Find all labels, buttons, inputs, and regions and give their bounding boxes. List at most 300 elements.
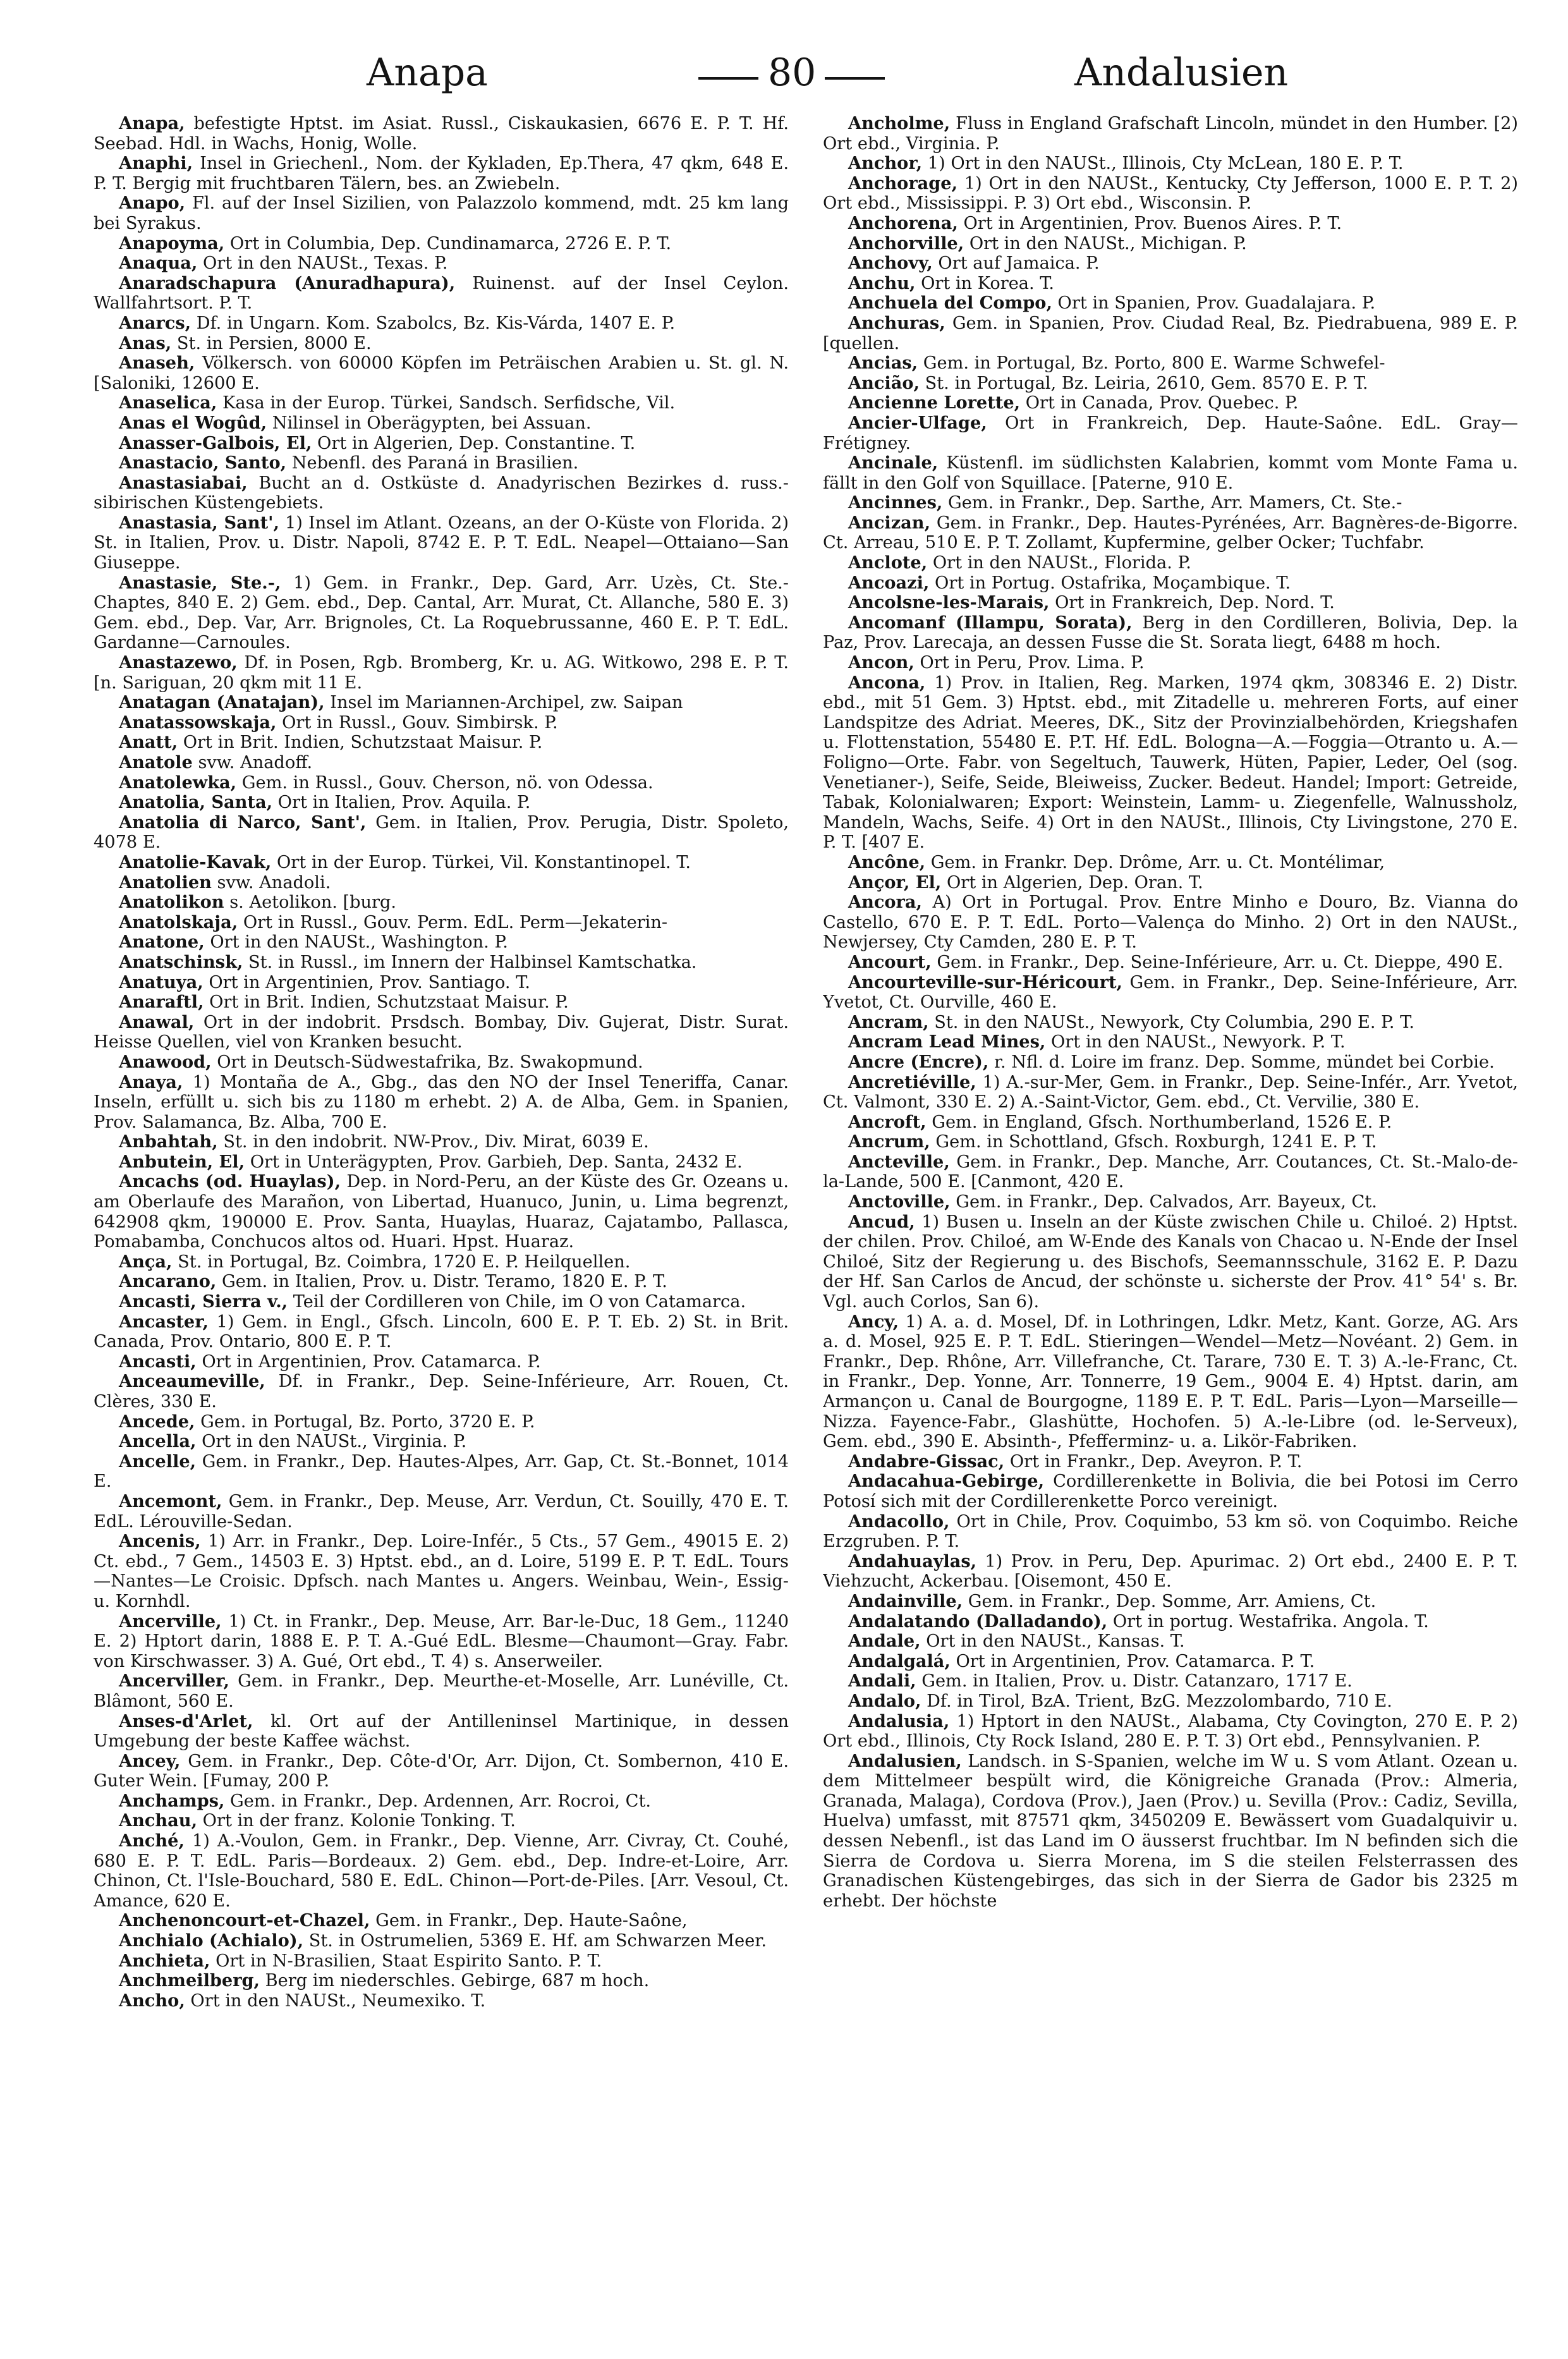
entry-headword: Anatolikon (119, 892, 224, 913)
entry-text: Ort in Argentinien, Prov. Catamarca. P. (196, 1351, 541, 1372)
entry-text: Gem. in Russl., Gouv. Cherson, nö. von Odessa. (236, 772, 653, 793)
dictionary-entry (823, 293, 1518, 314)
entry-headword: Ancholme, (848, 114, 951, 133)
dictionary-entry (94, 353, 789, 393)
entry-headword: Ancram Lead Mines, (848, 1032, 1046, 1052)
dictionary-entry (94, 773, 789, 793)
entry-headword: Ancarano, (119, 1271, 217, 1292)
entry-headword: Anbutein, El, (119, 1151, 245, 1172)
entry-text: r. Nfl. d. Loire im franz. Dep. Somme, mündet bei Corbie. (988, 1052, 1495, 1072)
entry-text: Gem. in Frankr., Dep. Hautes-Alpes, Arr. Gap, Ct. St.-Bonnet, 1014 E. (94, 1451, 789, 1492)
entry-text: Ort in Argentinien, Prov. Catamarca. P. T. (950, 1651, 1315, 1671)
dictionary-entry (94, 953, 789, 973)
entry-text: St. in den NAUSt., Newyork, Cty Columbia, 290 E. P. T. (928, 1012, 1414, 1032)
entry-text: Ort in den NAUSt., Texas. P. (197, 253, 448, 274)
entry-headword: Ancon, (848, 652, 915, 673)
dictionary-entry (823, 613, 1518, 653)
entry-text: Ort in Deutsch-Südwestafrika, Bz. Swakopmund. (211, 1052, 643, 1072)
entry-text: Gem. in Frankr., Dep. Manche, Arr. Coutances, Ct. St.-Malo-de-la-Lande, 500 E. [Canmont, 420 E. (823, 1152, 1518, 1192)
dictionary-entry (823, 493, 1518, 513)
dictionary-entry (823, 1032, 1518, 1052)
entry-headword: Ancre (Encre), (848, 1051, 989, 1072)
dictionary-entry (94, 1132, 789, 1152)
entry-text: Teil der Cordilleren von Chile, im O von Catamarca. (288, 1292, 746, 1312)
dictionary-entry (823, 1073, 1518, 1112)
entry-headword: Ancaster, (119, 1311, 209, 1332)
dictionary-entry (823, 553, 1518, 573)
entry-headword: Anaselica, (119, 393, 217, 413)
dictionary-entry (94, 393, 789, 413)
dictionary-entry (94, 234, 789, 254)
entry-text: Df. in Posen, Rgb. Bromberg, Kr. u. AG. Witkowo, 298 E. P. T. [n. Sariguan, 20 qkm mit 11 E. (94, 653, 789, 693)
dictionary-entry (94, 1791, 789, 1812)
dictionary-entry (823, 1312, 1518, 1452)
entry-headword: Ancud, (848, 1211, 915, 1232)
entry-headword: Anché, (119, 1831, 185, 1851)
entry-headword: Ancienne Lorette, (848, 393, 1021, 413)
dictionary-entry (94, 693, 789, 713)
page-number: 80 (768, 51, 817, 95)
entry-text: Df. in Frankr., Dep. Seine-Inférieure, Arr. Rouen, Ct. Clères, 330 E. (94, 1372, 789, 1411)
entry-text: St. in Russl., im Innern der Halbinsel Kamtschatka. (243, 952, 697, 972)
dictionary-entry (823, 873, 1518, 893)
entry-text: 1) Gem. in Engl., Gfsch. Lincoln, 600 E. P. T. Eb. 2) St. in Brit. Canada, Prov. Ontario, 800 E. P. T. (94, 1312, 789, 1352)
entry-text: Gem. in Portugal, Bz. Porto, 3720 E. P. (195, 1411, 535, 1432)
entry-headword: Anastazewo, (119, 652, 238, 673)
entry-text: Ort in den NAUSt., Newyork. P. T. (1045, 1032, 1346, 1052)
entry-headword: Anchamps, (119, 1790, 225, 1811)
entry-text: befestigte Hptst. im Asiat. Russl., Ciskaukasien, 6676 E. P. T. Hf. Seebad. Hdl. in Wachs, Honig, Wolle. (94, 114, 789, 154)
entry-text: St. in Persien, 8000 E. (171, 333, 372, 353)
dictionary-entry (94, 1372, 789, 1411)
entry-text: Ort in den NAUSt., Michigan. P. (964, 233, 1247, 253)
dictionary-entry (94, 713, 789, 733)
dictionary-entry (823, 1212, 1518, 1312)
dictionary-entry (823, 314, 1518, 353)
entry-headword: Ancinnes, (848, 492, 943, 513)
entry-headword: Anaseh, (119, 353, 195, 374)
dictionary-entry (823, 1452, 1518, 1472)
entry-headword: Ancey, (119, 1750, 181, 1771)
dictionary-entry (823, 1013, 1518, 1033)
dictionary-entry (94, 1831, 789, 1911)
dictionary-entry (94, 513, 789, 573)
entry-text: s. Aetolikon. [burg. (224, 893, 397, 913)
entry-text: Ort in Columbia, Dep. Cundinamarca, 2726 E. P. T. (224, 233, 672, 253)
entry-headword: Ancella, (119, 1431, 197, 1452)
entry-headword: Ancy, (848, 1311, 899, 1332)
dictionary-entry (94, 1911, 789, 1931)
entry-text: Gem. in Italien, Prov. u. Distr. Catanzaro, 1717 E. (916, 1671, 1352, 1692)
entry-headword: Ancachs (od. Huaylas), (119, 1171, 341, 1192)
entry-headword: Anchor, (848, 153, 923, 174)
dictionary-entry (94, 334, 789, 354)
entry-text: Ort in den NAUSt., Washington. P. (204, 932, 508, 953)
entry-text: Gem. in England, Gfsch. Northumberland, 1526 E. P. (926, 1112, 1392, 1132)
dictionary-entry (823, 1052, 1518, 1073)
dictionary-entry (823, 853, 1518, 873)
dictionary-entry (94, 753, 789, 773)
entry-headword: Andalatando (Dalladando), (848, 1611, 1108, 1631)
entry-headword: Ancinale, (848, 453, 939, 473)
dictionary-entry (823, 114, 1518, 154)
dictionary-entry (823, 973, 1518, 1013)
entry-text: Ort in Frankreich, Dep. Nord. T. (1049, 593, 1335, 613)
dictionary-entry (94, 413, 789, 434)
entry-headword: Ancião, (848, 372, 920, 393)
entry-headword: Ancroft, (848, 1111, 927, 1132)
entry-headword: Anastasia, Sant', (119, 512, 279, 533)
dictionary-entry (94, 1252, 789, 1272)
dictionary-entry (94, 1013, 789, 1052)
dictionary-entry (823, 1512, 1518, 1552)
entry-text: Gem. in Frankr., Dep. Seine-Inférieure, Arr. u. Ct. Dieppe, 490 E. (931, 952, 1504, 972)
dictionary-entry (823, 413, 1518, 453)
entry-headword: Andalgalá, (848, 1650, 951, 1671)
entry-text: St. in Portugal, Bz. Leiria, 2610, Gem. 8570 E. P. T. (919, 373, 1368, 393)
entry-text: Ort in Frankreich, Dep. Haute-Saône. EdL. Gray—Frétigney. (823, 413, 1518, 453)
entry-headword: Ancias, (848, 353, 918, 374)
entry-text: Gem. in Frankr., Dep. Somme, Arr. Amiens, Ct. (963, 1591, 1377, 1611)
entry-text: Gem. in Frankr., Dep. Ardennen, Arr. Rocroi, Ct. (224, 1791, 652, 1811)
dictionary-entry (94, 1452, 789, 1492)
entry-text: Ort in Russl., Gouv. Simbirsk. P. (276, 712, 558, 733)
entry-headword: Anatolskaja, (119, 911, 238, 932)
dictionary-entry (823, 1652, 1518, 1672)
entry-headword: Ancemont, (119, 1490, 222, 1511)
dictionary-entry (823, 1671, 1518, 1692)
entry-text: 1) Hptort in den NAUSt., Alabama, Cty Covington, 270 E. P. 2) Ort ebd., Illinois, Cty Rock Island, 280 E. P. T. 3) Ort ebd., Pennsylvanien. P. (823, 1711, 1518, 1752)
dictionary-entry (94, 1152, 789, 1173)
dictionary-entry (94, 453, 789, 473)
entry-headword: Ancelle, (119, 1451, 197, 1472)
entry-headword: Anaraftl, (119, 992, 204, 1013)
right-column (823, 114, 1518, 2339)
dictionary-entry (94, 813, 789, 853)
dictionary-entry (94, 1951, 789, 1972)
dictionary-entry (823, 353, 1518, 374)
dictionary-entry (823, 573, 1518, 594)
header-rule-right (825, 77, 885, 80)
entry-headword: Anastasie, Ste.-, (119, 572, 281, 593)
entry-headword: Ançor, El, (848, 872, 942, 893)
dictionary-entry (94, 1712, 789, 1752)
dictionary-entry (94, 733, 789, 753)
entry-headword: Anatolie-Kavak, (119, 851, 272, 872)
entry-text: svw. Anadoli. (211, 872, 331, 893)
entry-headword: Ancoazi, (848, 572, 930, 593)
entry-text: Ort in Brit. Indien, Schutzstaat Maisur. P. (178, 733, 543, 753)
entry-text: Ort auf Jamaica. P. (932, 253, 1100, 274)
entry-headword: Anchau, (119, 1810, 198, 1831)
entry-headword: Anchmeilberg, (119, 1970, 260, 1991)
entry-headword: Anaqua, (119, 253, 198, 274)
entry-text: Ort in Algerien, Dep. Oran. T. (941, 872, 1203, 893)
entry-headword: Ancomanf (Illampu, Sorata), (848, 612, 1133, 633)
entry-headword: Anchenoncourt-et-Chazel, (119, 1910, 370, 1931)
entry-headword: Ancora, (848, 892, 922, 913)
entry-text: St. in Portugal, Bz. Coimbra, 1720 E. P. Heilquellen. (172, 1252, 631, 1272)
dictionary-entry (94, 1492, 789, 1532)
entry-text: Ort in Portug. Ostafrika, Moçambique. T. (929, 573, 1291, 593)
dictionary-entry (94, 1172, 789, 1252)
dictionary-entry (94, 1432, 789, 1452)
dictionary-entry (94, 932, 789, 953)
dictionary-entry (94, 1991, 789, 2011)
entry-text: Ort in Italien, Prov. Aquila. P. (272, 793, 531, 813)
entry-text: Ort in Argentinien, Prov. Buenos Aires. P. T. (957, 213, 1342, 233)
entry-text: Ort in Peru, Prov. Lima. P. (914, 653, 1145, 673)
entry-text: Ort in Korea. T. (915, 273, 1055, 293)
entry-text: Ort in Chile, Prov. Coquimbo, 53 km sö. von Coquimbo. Reiche Erzgruben. P. T. (823, 1511, 1518, 1552)
entry-text: Ort in Algerien, Dep. Constantine. T. (312, 433, 636, 453)
dictionary-entry (94, 573, 789, 653)
entry-headword: Anawood, (119, 1051, 212, 1072)
entry-text: 1) Gem. in Frankr., Dep. Gard, Arr. Uzès, Ct. Ste.-Chaptes, 840 E. 2) Gem. ebd., Dep. Cantal, Arr. Murat, Ct. Allanche, 580 E. 3) Gem. ebd., Dep. Var, Arr. Brignoles, Ct. La Roquebrussanne, 460 E. P. T. EdL. Gardanne—Carnoules. (94, 573, 789, 653)
entry-headword: Ancerviller, (119, 1671, 229, 1692)
dictionary-entry (823, 1132, 1518, 1152)
entry-headword: Andacahua-Gebirge, (848, 1471, 1045, 1492)
entry-headword: Anas el Wogûd, (119, 412, 267, 433)
entry-headword: Anbahtah, (119, 1131, 218, 1152)
entry-text: Nilinsel in Oberägypten, bei Assuan. (267, 413, 592, 433)
entry-headword: Anatone, (119, 932, 205, 953)
entry-text: 1) Insel im Atlant. Ozeans, an der O-Küste von Florida. 2) St. in Italien, Prov. u. Distr. Napoli, 8742 E. P. T. EdL. Neapel—Ottaiano—San Giuseppe. (94, 513, 789, 573)
entry-text: Insel in Griechenl., Nom. der Kykladen, Ep.Thera, 47 qkm, 648 E. P. T. Bergig mit fruchtbaren Tälern, bes. an Zwiebeln. (94, 154, 789, 193)
entry-text: 1) A.-sur-Mer, Gem. in Frankr., Dep. Seine-Infér., Arr. Yvetot, Ct. Valmont, 330 E. 2) A.-Saint-Victor, Gem. ebd., Ct. Vervilie, 380 E. (823, 1072, 1518, 1112)
dictionary-entry (823, 1592, 1518, 1612)
entry-headword: Anatolewka, (119, 772, 237, 793)
entry-text: 1) A. a. d. Mosel, Df. in Lothringen, Ldkr. Metz, Kant. Gorze, AG. Ars a. d. Mosel, 925 E. P. T. EdL. Stieringen—Wendel—Metz—Novéant. 2) Gem. in Frankr., Dep. Rhône, Arr. Villefranche, Ct. Tarare, 730 E. T. 3) A.-le-Franc, Ct. in Frankr., Dep. Yonne, Arr. Tonnerre, 19 Gem., 9004 E. 4) Hptst. darin, am Armançon u. Canal de Bourgogne, 1189 E. P. T. EdL. Paris—Lyon—Marseille—Nizza. Fayence-Fabr., Glashütte, Hochofen. 5) A.-le-Libre (od. le-Serveux), Gem. ebd., 390 E. Absinth-, Pfefferminz- u. a. Likör-Fabriken. (823, 1312, 1518, 1452)
entry-text: Df. in Tirol, BzA. Trient, BzG. Mezzolombardo, 710 E. (921, 1691, 1392, 1711)
entry-text: Ort in den NAUSt., Kansas. T. (920, 1631, 1185, 1652)
dictionary-entry (94, 1412, 789, 1432)
entry-text: Ort in portug. Westafrika. Angola. T. (1107, 1611, 1429, 1631)
entry-headword: Anatagan (Anatajan), (119, 692, 325, 713)
entry-headword: Ancasti, (119, 1351, 197, 1372)
dictionary-entry (94, 793, 789, 813)
entry-text: Bucht an d. Ostküste d. Anadyrischen Bezirkes d. russ.-sibirischen Küstengebiets. (94, 473, 789, 513)
entry-text: Berg im niederschles. Gebirge, 687 m hoch. (260, 1971, 650, 1991)
entry-text: Ort in Unterägypten, Prov. Garbieh, Dep. Santa, 2432 E. (245, 1152, 743, 1172)
entry-text: Ort in Frankr., Dep. Aveyron. P. T. (1004, 1451, 1303, 1472)
entry-headword: Anchuras, (848, 312, 945, 333)
dictionary-entry (94, 154, 789, 193)
dictionary-entry (94, 1931, 789, 1951)
dictionary-entry (823, 1192, 1518, 1212)
dictionary-entry (823, 1552, 1518, 1592)
entry-text: Ort in den NAUSt., Neumexiko. T. (185, 1990, 486, 2011)
entry-headword: Anaradschapura (Anuradhapura), (119, 272, 456, 293)
entry-text: Fl. auf der Insel Sizilien, von Palazzolo kommend, mdt. 25 km lang bei Syrakus. (94, 193, 789, 233)
entry-text: Kasa in der Europ. Türkei, Sandsch. Serfidsche, Vil. (217, 393, 676, 413)
entry-text: Völkersch. von 60000 Köpfen im Peträischen Arabien u. St. gl. N. [Saloniki, 12600 E. (94, 353, 789, 393)
entry-text: Gem. in Frankr., Dep. Seine-Inférieure, Arr. Yvetot, Ct. Ourville, 460 E. (823, 972, 1518, 1013)
dictionary-entry (823, 1112, 1518, 1133)
entry-headword: Ancourt, (848, 951, 932, 972)
entry-text: Fluss in England Grafschaft Lincoln, mündet in den Humber. [2) Ort ebd., Virginia. P. (823, 114, 1518, 154)
dictionary-entry (823, 893, 1518, 953)
dictionary-entry (94, 193, 789, 233)
dictionary-entry (94, 1671, 789, 1711)
entry-headword: Anatschinsk, (119, 951, 243, 972)
entry-headword: Anapa, (119, 114, 185, 133)
entry-headword: Andabre-Gissac, (848, 1451, 1005, 1472)
entry-headword: Anchovy, (848, 253, 933, 274)
page-header (0, 38, 1568, 107)
entry-headword: Anctoville, (848, 1192, 951, 1212)
entry-headword: Andalo, (848, 1690, 921, 1711)
entry-headword: Ancenis, (119, 1531, 201, 1552)
entry-text: Gem. in Italien, Prov. Perugia, Distr. Spoleto, 4078 E. (94, 812, 789, 853)
entry-headword: Anclote, (848, 552, 928, 573)
entry-headword: Andahuaylas, (848, 1551, 977, 1571)
dictionary-entry (94, 274, 789, 314)
entry-text: Gem. in Frankr., Dep. Sarthe, Arr. Mamers, Ct. Ste.- (942, 493, 1402, 513)
entry-text: kl. Ort auf der Antilleninsel Martinique, in dessen Umgebung der beste Kaffee wächst. (94, 1711, 789, 1752)
entry-headword: Ancteville, (848, 1151, 950, 1172)
entry-headword: Anses-d'Arlet, (119, 1710, 253, 1731)
entry-text: Ort in N-Brasilien, Staat Espirito Santo. P. T. (210, 1951, 602, 1971)
entry-text: Gem. in Frankr., Dep. Calvados, Arr. Bayeux, Ct. (950, 1192, 1377, 1212)
entry-headword: Andainville, (848, 1590, 963, 1611)
entry-headword: Anapoyma, (119, 233, 225, 253)
dictionary-entry (94, 1612, 789, 1672)
dictionary-entry (94, 1052, 789, 1073)
entry-headword: Ancône, (848, 851, 926, 872)
entry-text: Ruinenst. auf der Insel Ceylon. Wallfahrtsort. P. T. (94, 273, 789, 314)
header-left-word: Anapa (367, 51, 488, 95)
entry-headword: Ancolsne-les-Marais, (848, 592, 1050, 613)
entry-headword: Ança, (119, 1251, 173, 1272)
entry-headword: Anchieta, (119, 1950, 210, 1971)
header-right-word: Andalusien (1074, 51, 1289, 95)
dictionary-entry (94, 253, 789, 274)
entry-headword: Anatolia, Santa, (119, 792, 273, 813)
dictionary-entry (94, 973, 789, 993)
dictionary-entry (823, 274, 1518, 294)
entry-headword: Ancier-Ulfage, (848, 412, 987, 433)
entry-headword: Anatolien (119, 872, 212, 893)
entry-headword: Anatassowskaja, (119, 712, 277, 733)
entry-text: 1) A.-Voulon, Gem. in Frankr., Dep. Vienne, Arr. Civray, Ct. Couhé, 680 E. P. T. EdL. Paris—Bordeaux. 2) Gem. ebd., Dep. Indre-et-Loire, Arr. Chinon, Ct. l'Isle-Bouchard, 580 E. EdL. Chinon—Port-de-Piles. [Arr. Vesoul, Ct. Amance, 620 E. (94, 1831, 789, 1911)
entry-text: Gem. in Italien, Prov. u. Distr. Teramo, 1820 E. P. T. (216, 1272, 667, 1292)
entry-text: svw. Anadoff. (192, 753, 313, 772)
dictionary-entry (823, 253, 1518, 274)
dictionary-entry (94, 992, 789, 1013)
entry-text: Ort in Spanien, Prov. Guadalajara. P. (1052, 293, 1376, 314)
dictionary-entry (94, 1752, 789, 1791)
entry-text: 1) Arr. in Frankr., Dep. Loire-Infér., 5 Cts., 57 Gem., 49015 E. 2) Ct. ebd., 7 Gem., 14503 E. 3) Hptst. ebd., an d. Loire, 5199 E. P. T. EdL. Tours—Nantes—Le Croisic. Dpfsch. nach Mantes u. Angers. Weinbau, Wein-, Essig- u. Kornhdl. (94, 1532, 789, 1611)
dictionary-entry (823, 1692, 1518, 1712)
dictionary-entry (94, 653, 789, 693)
entry-text: Küstenfl. im südlichsten Kalabrien, kommt vom Monte Fama u. fällt in den Golf von Squillace. [Paterne, 910 E. (823, 453, 1518, 493)
entry-headword: Anapo, (119, 193, 186, 214)
entry-headword: Ancho, (119, 1990, 185, 2011)
entry-headword: Anchu, (848, 272, 916, 293)
dictionary-entry (823, 1472, 1518, 1511)
dictionary-entry (823, 1152, 1518, 1192)
entry-text: Ort in den NAUSt., Florida. P. (927, 553, 1191, 573)
dictionary-entry (823, 673, 1518, 853)
dictionary-entry (823, 1752, 1518, 1911)
dictionary-entry (94, 1292, 789, 1312)
dictionary-entry (823, 653, 1518, 673)
entry-headword: Andale, (848, 1631, 921, 1652)
entry-headword: Anchorville, (848, 233, 964, 253)
entry-headword: Andalusien, (848, 1750, 962, 1771)
entry-text: Gem. in Frankr., Dep. Côte-d'Or, Arr. Dijon, Ct. Sombernon, 410 E. Guter Wein. [Fumay, 200 P. (94, 1751, 789, 1791)
dictionary-entry (94, 434, 789, 454)
dictionary-entry (823, 1612, 1518, 1632)
entry-headword: Ancizan, (848, 512, 931, 533)
dictionary-entry (94, 893, 789, 913)
entry-text: 1) Montaña de A., Gbg., das den NO der Insel Teneriffa, Canar. Inseln, erfüllt u. sich bis zu 1180 m erhebt. 2) A. de Alba, Gem. in Spanien, Prov. Salamanca, Bz. Alba, 700 E. (94, 1072, 789, 1132)
entry-headword: Anasser-Galbois, El, (119, 432, 312, 453)
entry-text: Ort in Canada, Prov. Quebec. P. (1020, 393, 1299, 413)
dictionary-entry (94, 114, 789, 154)
entry-text: Landsch. in S-Spanien, welche im W u. S vom Atlant. Ozean u. dem Mittelmeer bespült wird, die Königreiche Granada (Prov.: Almeria, Granada, Malaga), Cordova (Prov.), Jaen (Prov.) u. Sevilla (Prov.: Cadiz, Sevilla, Huelva) umfasst, mit 87571 qkm, 3450209 E. Bewässert vom Guadalquivir u. dessen Nebenfl., ist das Land im O äusserst fruchtbar. Im N befinden sich die Sierra de Cordova u. Sierra Morena, im S die steilen Felsterrassen des Granadischen Küstengebirges, das sich in der Sierra de Gador bis 2325 m erhebt. Der höchste (823, 1751, 1518, 1911)
entry-headword: Anastacio, Santo, (119, 453, 287, 473)
dictionary-entry (94, 1312, 789, 1352)
entry-text: Ort in Argentinien, Prov. Santiago. T. (203, 972, 530, 992)
entry-headword: Anarcs, (119, 312, 191, 333)
dictionary-entry (94, 314, 789, 334)
entry-text: Gem. in Frankr., Dep. Haute-Saône, (370, 1911, 688, 1931)
entry-headword: Ancasti, Sierra v., (119, 1291, 288, 1312)
dictionary-entry (94, 873, 789, 893)
header-rule-left (698, 77, 758, 80)
entry-headword: Anatole (119, 752, 193, 772)
dictionary-entry (823, 174, 1518, 214)
entry-headword: Anastasiabai, (119, 472, 248, 493)
entry-text: St. in Ostrumelien, 5369 E. Hf. am Schwarzen Meer. (303, 1931, 767, 1951)
dictionary-entry (823, 1631, 1518, 1652)
dictionary-entry (823, 1712, 1518, 1752)
entry-text: Ort in der Europ. Türkei, Vil. Konstantinopel. T. (271, 852, 691, 872)
entry-headword: Ancourteville-sur-Héricourt, (848, 972, 1122, 992)
entry-text: Gem. in Spanien, Prov. Ciudad Real, Bz. Piedrabuena, 989 E. P. [quellen. (823, 313, 1518, 353)
entry-text: Gem. in Frankr., Dep. Hautes-Pyrénées, Arr. Bagnères-de-Bigorre. Ct. Arreau, 510 E. P. T. Zollamt, Kupfermine, gelber Ocker; Tuchfabr. (823, 513, 1518, 553)
entry-text: Df. in Ungarn. Kom. Szabolcs, Bz. Kis-Várda, 1407 E. P. (191, 313, 676, 333)
entry-text: Gem. in Frankr., Dep. Meurthe-et-Moselle, Arr. Lunéville, Ct. Blâmont, 560 E. (94, 1671, 789, 1711)
entry-text: Gem. in Portugal, Bz. Porto, 800 E. Warme Schwefel- (918, 353, 1385, 374)
dictionary-entry (823, 393, 1518, 413)
entry-headword: Andacollo, (848, 1511, 950, 1532)
dictionary-entry (823, 453, 1518, 493)
dictionary-entry (94, 1532, 789, 1611)
entry-text: A) Ort in Portugal. Prov. Entre Minho e Douro, Bz. Vianna do Castello, 670 E. P. T. EdL. Porto—Valença do Minho. 2) Ort in den NAUSt., Newjersey, Cty Camden, 280 E. P. T. (823, 893, 1518, 953)
dictionary-entry (823, 374, 1518, 394)
dictionary-entry (94, 853, 789, 873)
entry-text: 1) Ort in den NAUSt., Illinois, Cty McLean, 180 E. P. T. (922, 154, 1404, 174)
entry-text: Ort in Brit. Indien, Schutzstaat Maisur. P. (204, 992, 569, 1013)
entry-headword: Anatt, (119, 732, 178, 753)
entry-headword: Ancede, (119, 1411, 195, 1432)
entry-headword: Anaphi, (119, 153, 193, 174)
dictionary-entry (94, 473, 789, 513)
entry-headword: Anas, (119, 332, 172, 353)
entry-text: St. in den indobrit. NW-Prov., Div. Mirat, 6039 E. (217, 1132, 649, 1152)
entry-text: 1) Ort in den NAUSt., Kentucky, Cty Jefferson, 1000 E. P. T. 2) Ort ebd., Mississippi. P. 3) Ort ebd., Wisconsin. P. (823, 173, 1518, 214)
entry-text: Cordillerenkette in Bolivia, die bei Potosi im Cerro Potosí sich mit der Cordillerenkette Porco vereinigt. (823, 1472, 1518, 1511)
dictionary-entry (823, 214, 1518, 234)
dictionary-entry (94, 1352, 789, 1372)
entry-headword: Ancretiéville, (848, 1071, 976, 1092)
dictionary-entry (823, 593, 1518, 613)
entry-text: Dep. in Nord-Peru, an der Küste des Gr. Ozeans u. am Oberlaufe des Marañon, von Libertad, Huanuco, Junin, u. Lima begrenzt, 642908 qkm, 190000 E. Prov. Santa, Huaylas, Huaraz, Cajatambo, Pallasca, Pomabamba, Conchucos altos od. Huari. Hpst. Huaraz. (94, 1172, 789, 1252)
entry-headword: Anchuela del Compo, (848, 293, 1052, 314)
